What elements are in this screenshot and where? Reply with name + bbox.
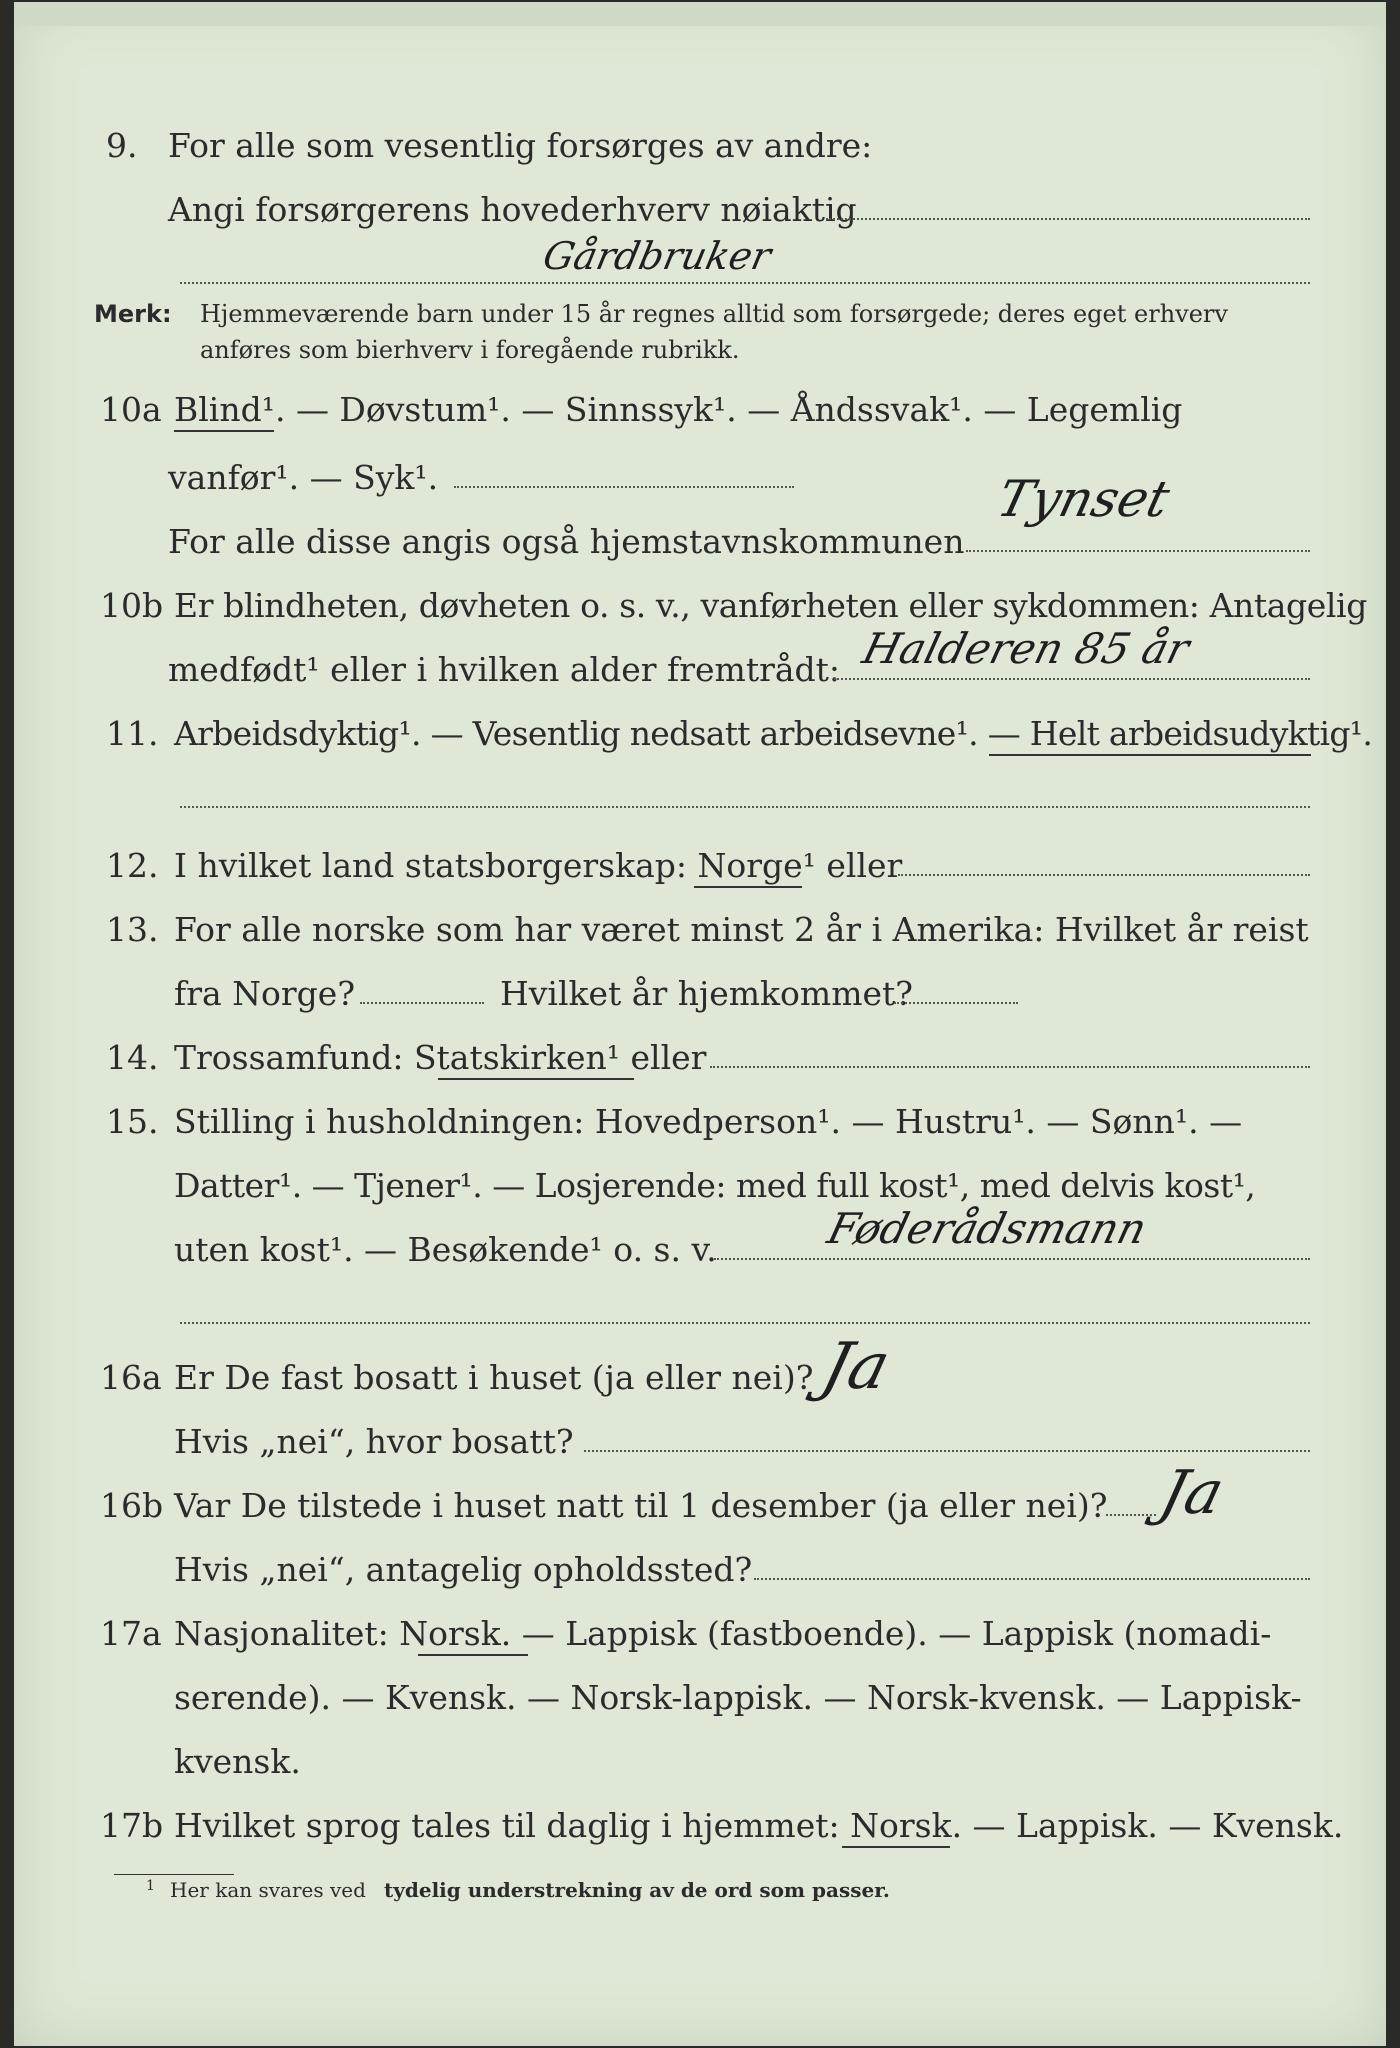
q16b-line2: Hvis „nei“, antagelig opholdssted? — [174, 1550, 753, 1589]
q17a-line2: serende). — Kvensk. — Norsk-lappisk. — Norsk-kvensk. — Lappisk- — [174, 1678, 1302, 1717]
q9-dotted-line — [826, 218, 1310, 220]
q17a-line3: kvensk. — [174, 1742, 301, 1781]
q16b-handwritten-answer: Ja — [1153, 1458, 1231, 1528]
footnote-mark: 1 — [146, 1878, 155, 1894]
q15-line3: uten kost¹. — Besøkende¹ o. s. v. — [174, 1230, 717, 1269]
q10a-line2: vanfør¹. — Syk¹. — [168, 458, 439, 497]
q16a-line1: Er De fast bosatt i huset (ja eller nei)? — [174, 1358, 814, 1397]
q15-answer-line — [180, 1322, 1310, 1324]
q10a-number: 10a — [100, 390, 162, 429]
q16a-line2: Hvis „nei“, hvor bosatt? — [174, 1422, 574, 1461]
q11-number: 11. — [106, 714, 159, 753]
footnote-text-a: Her kan svares ved — [170, 1878, 366, 1902]
q9-answer-line — [180, 282, 1310, 284]
q9-handwritten-answer: Gårdbruker — [539, 234, 775, 278]
q17a-line1: Nasjonalitet: Norsk. — Lappisk (fastboende). — Lappisk (nomadi- — [174, 1614, 1272, 1653]
q9-line1: For alle som vesentlig forsørges av andre: — [168, 126, 873, 165]
q9-line2: Angi forsørgerens hovederhverv nøiaktig — [168, 190, 857, 229]
q17b-norsk-underline — [842, 1846, 950, 1848]
q17a-norsk-underline — [418, 1654, 528, 1656]
q13-line1: For alle norske som har været minst 2 år i Amerika: Hvilket år reist — [174, 910, 1309, 949]
q13-hjemkommet-dotted-line — [894, 1002, 1018, 1004]
q15-line1: Stilling i husholdningen: Hovedperson¹. — Hustru¹. — Sønn¹. — — [174, 1102, 1243, 1141]
q16a-number: 16a — [100, 1358, 162, 1397]
q10b-number: 10b — [100, 586, 164, 625]
q17b-number: 17b — [100, 1806, 164, 1845]
q15-handwritten-answer: Føderådsmann — [822, 1204, 1152, 1253]
q10a-line1: Blind¹. — Døvstum¹. — Sinnssyk¹. — Åndssvak¹. — Legemlig — [174, 390, 1183, 429]
q14-number: 14. — [106, 1038, 159, 1077]
q14-statskirken-underline — [438, 1078, 634, 1080]
q11-line1: Arbeidsdyktig¹. — Vesentlig nedsatt arbeidsevne¹. — Helt arbeidsudyktig¹. — [174, 714, 1373, 753]
q17a-number: 17a — [100, 1614, 162, 1653]
q13-number: 13. — [106, 910, 159, 949]
q11-dotted-line — [180, 806, 1310, 808]
q12-norge-underline — [694, 886, 802, 888]
q12-dotted-line — [898, 874, 1310, 876]
merk-label: Merk: — [94, 300, 172, 328]
q14-dotted-line — [710, 1066, 1310, 1068]
q16b-line1: Var De tilstede i huset natt til 1 desember (ja eller nei)? — [174, 1486, 1108, 1525]
q16b-answer-line — [754, 1578, 1310, 1580]
merk-line2: anføres som bierhverv i foregående rubrikk. — [200, 336, 740, 364]
q11-underline — [989, 754, 1311, 756]
q15-line2: Datter¹. — Tjener¹. — Losjerende: med full kost¹, med delvis kost¹, — [174, 1166, 1256, 1205]
footnote-text-b: tydelig understrekning av de ord som passer. — [384, 1878, 890, 1902]
page-top-edge — [14, 2, 1386, 26]
q16b-dotted-line — [1106, 1514, 1156, 1516]
q10a-blind-underline — [174, 430, 274, 432]
q13-reist-dotted-line — [360, 1002, 484, 1004]
footnote-rule — [114, 1874, 234, 1875]
q16b-number: 16b — [100, 1486, 164, 1525]
q9-number: 9. — [106, 126, 138, 165]
q10b-dotted-line — [834, 678, 1310, 680]
q10a-dotted-line — [966, 550, 1310, 552]
q16a-dotted-line — [584, 1450, 1310, 1452]
q13-line2b: Hvilket år hjemkommet? — [500, 974, 913, 1013]
q15-dotted-line — [714, 1258, 1310, 1260]
q16a-handwritten-answer: Ja — [814, 1330, 898, 1404]
merk-line1: Hjemmeværende barn under 15 år regnes alltid som forsørgede; deres eget erhverv — [200, 300, 1228, 328]
census-form-page — [14, 2, 1386, 2046]
q10a-syk-dotted-line — [454, 486, 794, 488]
q12-number: 12. — [106, 846, 159, 885]
q15-number: 15. — [106, 1102, 159, 1141]
q14-line1: Trossamfund: Statskirken¹ eller — [174, 1038, 707, 1077]
q10a-line3: For alle disse angis også hjemstavnskommunen — [168, 522, 965, 561]
q10a-handwritten-answer: Tynset — [991, 470, 1176, 528]
q12-line1: I hvilket land statsborgerskap: Norge¹ eller — [174, 846, 903, 885]
q10b-handwritten-answer: Halderen 85 år — [857, 624, 1195, 673]
q10b-line2: medfødt¹ eller i hvilken alder fremtrådt: — [168, 650, 841, 689]
q17b-line1: Hvilket sprog tales til daglig i hjemmet: Norsk. — Lappisk. — Kvensk. — [174, 1806, 1344, 1845]
q10b-line1: Er blindheten, døvheten o. s. v., vanførheten eller sykdommen: Antagelig — [174, 586, 1367, 625]
q13-line2a: fra Norge? — [174, 974, 356, 1013]
